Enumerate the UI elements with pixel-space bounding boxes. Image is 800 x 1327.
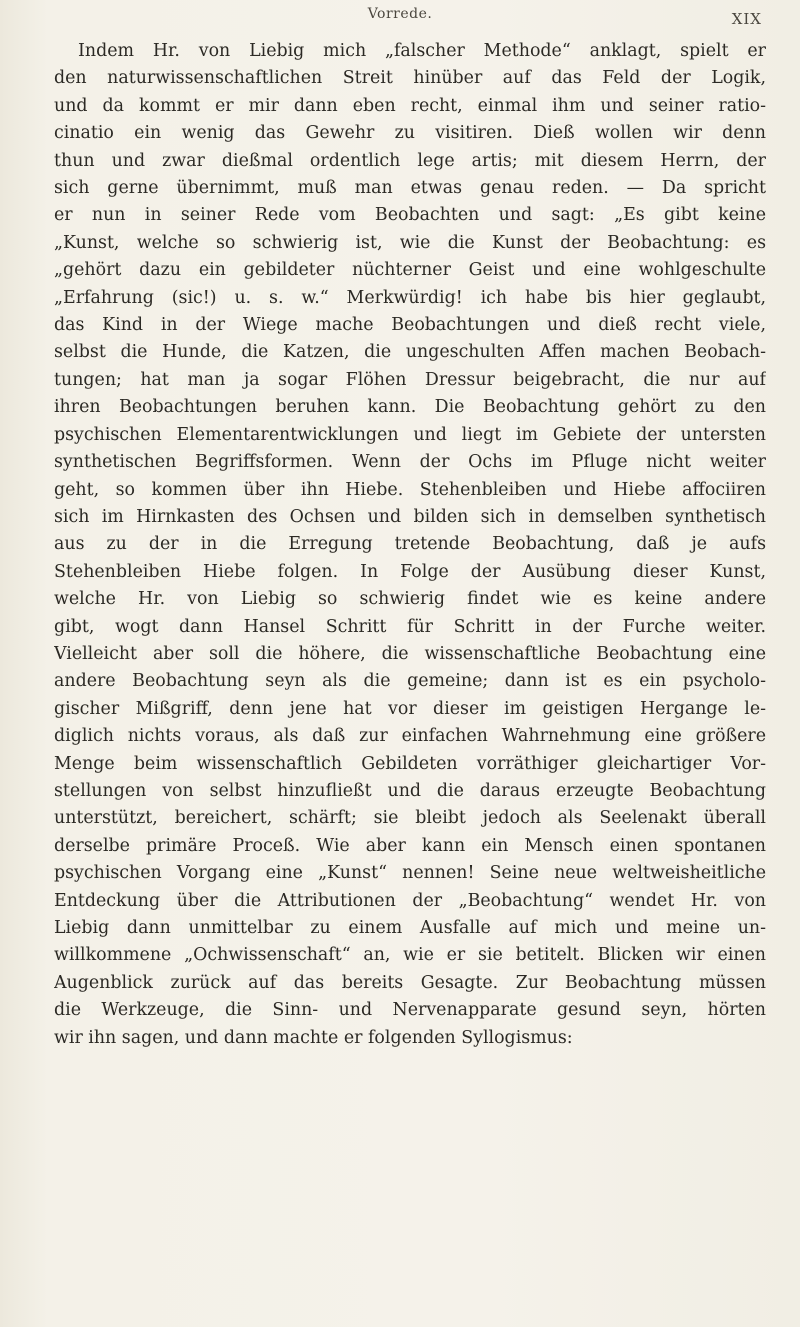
text-line: „Kunst, welche so schwierig ist, wie die Kunst der Beobachtung: es [54,232,766,253]
text-line: diglich nichts voraus, als daß zur einfachen Wahrnehmung eine größere [54,726,766,747]
text-line: ihren Beobachtungen beruhen kann. Die Beobachtung gehört zu den [54,397,766,418]
running-title: Vorrede. [367,6,433,22]
text-line: Stehenbleiben Hiebe folgen. In Folge der Ausübung dieser Kunst, [54,561,766,582]
text-line: er nun in seiner Rede vom Beobachten und sagt: „Es gibt keine [54,205,766,226]
text-line: das Kind in der Wiege mache Beobachtungen und dieß recht viele, [54,315,766,336]
text-line: welche Hr. von Liebig so schwierig findet wie es keine andere [54,589,766,610]
text-line: cinatio ein wenig das Gewehr zu visitiren. Dieß wollen wir denn [54,123,766,144]
text-line: psychischen Elementarentwicklungen und liegt im Gebiete der untersten [54,424,766,445]
text-line: andere Beobachtung seyn als die gemeine; dann ist es ein psycholo- [54,671,766,692]
text-line: tungen; hat man ja sogar Flöhen Dressur beigebracht, die nur auf [54,369,766,390]
text-line: psychischen Vorgang eine „Kunst“ nennen! Seine neue weltweisheitliche [54,863,766,884]
text-line: den naturwissenschaftlichen Streit hinüber auf das Feld der Logik, [54,68,766,89]
text-line: unterstützt, bereichert, schärft; sie bleibt jedoch als Seelenakt überall [54,808,766,829]
text-line: thun und zwar dießmal ordentlich lege artis; mit diesem Herrn, der [54,150,766,171]
text-line: „Erfahrung (sic!) u. s. w.“ Merkwürdig! ich habe bis hier geglaubt, [54,287,766,308]
text-line: gischer Mißgriff, denn jene hat vor dieser im geistigen Hergange le- [54,698,766,719]
text-line: Vielleicht aber soll die höhere, die wissenschaftliche Beobachtung eine [54,643,766,664]
page-number: XIX [731,10,762,28]
text-line: synthetischen Begriffsformen. Wenn der Ochs im Pfluge nicht weiter [54,452,766,473]
text-line: und da kommt er mir dann eben recht, einmal ihm und seiner ratio- [54,95,766,116]
text-line: „gehört dazu ein gebildeter nüchterner Geist und eine wohlgeschulte [54,260,766,281]
text-line: derselbe primäre Proceß. Wie aber kann ein Mensch einen spontanen [54,835,766,856]
text-line: sich im Hirnkasten des Ochsen und bilden sich in demselben synthetisch [54,506,766,527]
text-line: die Werkzeuge, die Sinn- und Nervenapparate gesund seyn, hörten [54,1000,766,1021]
text-line: gibt, wogt dann Hansel Schritt für Schritt in der Furche weiter. [54,616,766,637]
text-line: Menge beim wissenschaftlich Gebildeten vorräthiger gleichartiger Vor- [54,753,766,774]
text-line: selbst die Hunde, die Katzen, die ungeschulten Affen machen Beobach- [54,342,766,363]
text-line: sich gerne übernimmt, muß man etwas genau reden. — Da spricht [54,178,766,199]
text-line: Indem Hr. von Liebig mich „falscher Methode“ anklagt, spielt er [78,41,766,61]
text-line: stellungen von selbst hinzufließt und die daraus erzeugte Beobachtung [54,780,766,801]
text-line: Augenblick zurück auf das bereits Gesagte. Zur Beobachtung müssen [54,972,766,993]
text-line: aus zu der in die Erregung tretende Beobachtung, daß je aufs [54,534,766,555]
text-line: wir ihn sagen, und dann machte er folgenden Syllogismus: [54,1027,573,1048]
text-line: geht, so kommen über ihn Hiebe. Stehenbleiben und Hiebe affociiren [54,479,766,500]
body-paragraph [54,38,766,1052]
text-line: willkommene „Ochwissenschaft“ an, wie er sie betitelt. Blicken wir einen [54,945,766,966]
text-line: Liebig dann unmittelbar zu einem Ausfalle auf mich und meine un- [54,918,766,938]
text-line: Entdeckung über die Attributionen der „Beobachtung“ wendet Hr. von [54,890,766,911]
